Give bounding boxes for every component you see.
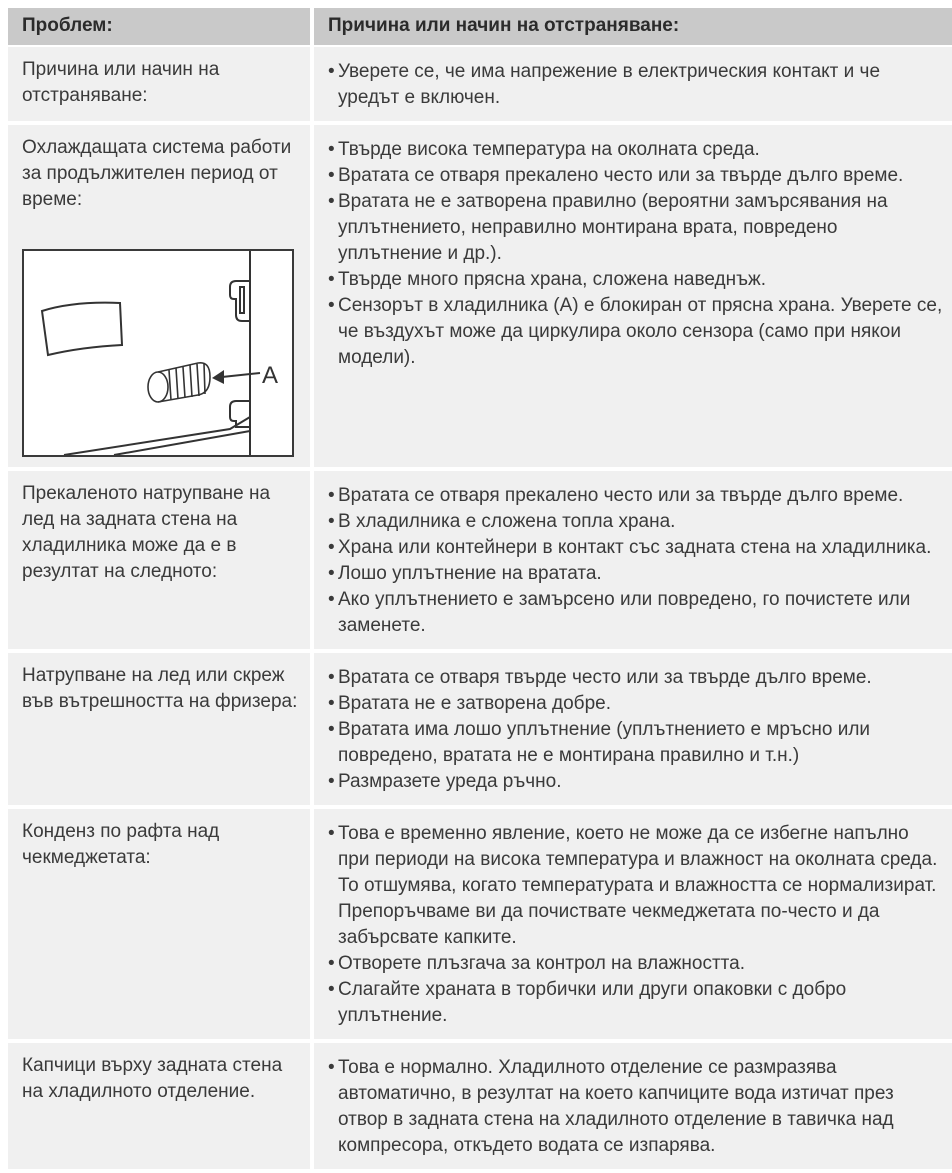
problem-cell: Конденз по рафта над чекмеджетата: — [8, 809, 314, 1043]
problem-cell — [8, 125, 314, 471]
solution-item: • Слагайте храната в торбички или други опаковки с добро уплътнение. — [328, 977, 944, 1029]
problem-cell: Причина или начин на отстраняване: — [8, 47, 314, 125]
problem-cell: Натрупване на лед или скреж във вътрешността на фризера: — [8, 653, 314, 809]
solution-item: • Твърде много прясна храна, сложена наведнъж. — [328, 267, 944, 293]
solution-cell — [314, 653, 952, 809]
solution-item: • Вратата не е затворена правилно (вероятни замърсявания на уплътнението, неправилно монтирана врата, повредено уплътнение и др.). — [328, 189, 944, 267]
solution-item: • Вратата се отваря прекалено често или за твърде дълго време. — [328, 163, 944, 189]
solution-list — [328, 821, 944, 1029]
table-row — [8, 809, 952, 1043]
header-solution: Причина или начин на отстраняване: — [314, 8, 952, 47]
table-row — [8, 1043, 952, 1173]
sensor-illustration — [24, 251, 292, 455]
solution-cell — [314, 809, 952, 1043]
solution-item: • Храна или контейнери в контакт със задната стена на хладилника. — [328, 535, 944, 561]
problem-cell: Капчици върху задната стена на хладилното отделение. — [8, 1043, 314, 1173]
door-bin-icon — [64, 401, 250, 455]
solution-item: • Отворете плъзгача за контрол на влажността. — [328, 951, 944, 977]
shelf-support-icon — [230, 281, 250, 321]
figure-label: A — [262, 362, 279, 389]
solution-item: • Вратата се отваря прекалено често или за твърде дълго време. — [328, 483, 944, 509]
sensor-diagram — [22, 249, 294, 457]
solution-item: • Твърде висока температура на околната среда. — [328, 137, 944, 163]
header-problem: Проблем: — [8, 8, 314, 47]
solution-list — [328, 483, 944, 639]
solution-list — [328, 1055, 944, 1159]
solution-item: • Това е временно явление, което не може да се избегне напълно при периоди на висока температура и влажност на околната среда. То отшумява, когато температурата и влажността се нормализират. Препоръчваме ви да почиствате чекмеджетата по-често и да забърсвате капките. — [328, 821, 944, 951]
solution-cell — [314, 47, 952, 125]
troubleshooting-table — [8, 8, 952, 1173]
solution-item: • Вратата се отваря твърде често или за твърде дълго време. — [328, 665, 944, 691]
arrow-icon — [212, 370, 260, 384]
problem-text: Охлаждащата система работи за продължителен период от време: — [22, 137, 292, 210]
solution-item: • Сензорът в хладилника (A) е блокиран от прясна храна. Уверете се, че въздухът може да циркулира около сензора (само при някои модели). — [328, 293, 944, 371]
sensor-icon — [148, 363, 210, 402]
solution-item: • В хладилника е сложена топла храна. — [328, 509, 944, 535]
solution-item: • Вратата има лошо уплътнение (уплътнението е мръсно или повредено, вратата не е монтирана правилно и т.н.) — [328, 717, 944, 769]
solution-cell — [314, 125, 952, 471]
label-card-icon — [42, 303, 122, 355]
solution-item: • Лошо уплътнение на вратата. — [328, 561, 944, 587]
solution-cell — [314, 471, 952, 653]
solution-item: • Уверете се, че има напрежение в електрическия контакт и че уредът е включен. — [328, 59, 944, 111]
solution-item: • Размразете уреда ръчно. — [328, 769, 944, 795]
solution-item: • Това е нормално. Хладилното отделение се размразява автоматично, в резултат на което капчиците вода изтичат през отвор в задната стена на хладилното отделение в тавичка над компресора, откъдето водата се изпарява. — [328, 1055, 944, 1159]
solution-item: • Ако уплътнението е замърсено или повредено, го почистете или заменете. — [328, 587, 944, 639]
solution-item: • Вратата не е затворена добре. — [328, 691, 944, 717]
table-header-row — [8, 8, 952, 47]
table-row — [8, 47, 952, 125]
solution-list — [328, 665, 944, 795]
solution-list — [328, 137, 944, 371]
solution-list — [328, 59, 944, 111]
table-row — [8, 471, 952, 653]
table-row — [8, 653, 952, 809]
solution-cell — [314, 1043, 952, 1173]
table-row — [8, 125, 952, 471]
problem-cell: Прекаленото натрупване на лед на задната стена на хладилника може да е в резултат на следното: — [8, 471, 314, 653]
